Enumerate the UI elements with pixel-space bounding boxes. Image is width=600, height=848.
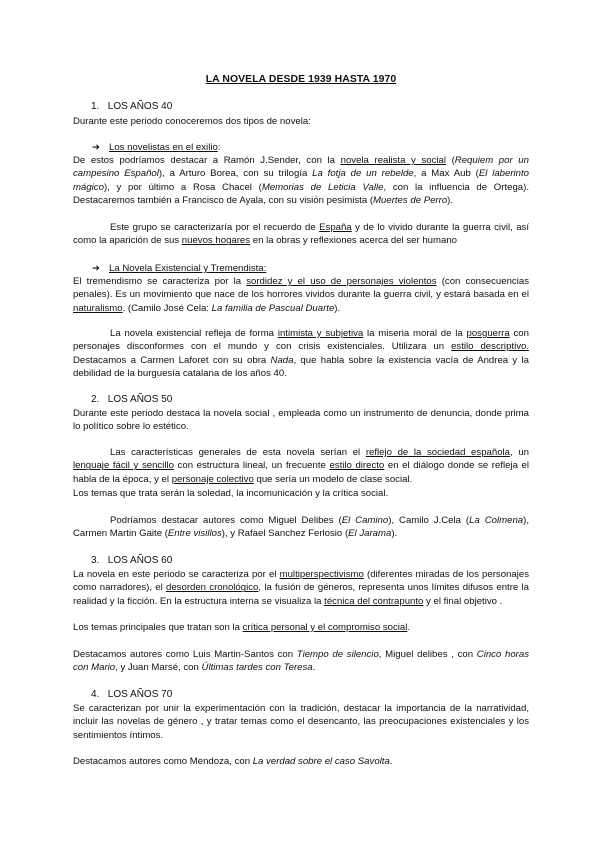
paragraph-tremendismo: El tremendismo se caracteriza por la sordidez y el uso de personajes violentos (con consecuencias penales). Es un movimiento que nace de los horrores vividos durante la guerra civil, y estará basada en el naturalismo. (Camilo José Cela: La familia de Pascual Duarte). bbox=[73, 276, 529, 314]
arrow-right-icon: ➔ bbox=[92, 263, 101, 274]
section-title: LOS AÑOS 60 bbox=[107, 555, 173, 566]
subheading-label: La Novela Existencial y Tremendista: bbox=[109, 263, 267, 274]
section-heading-70s bbox=[91, 688, 172, 701]
subheading-label: Los novelistas en el exilio bbox=[109, 142, 218, 153]
paragraph-70s: Se caracterizan por unir la experimentación con la tradición, destacar la importancia de la narratividad, incluir las novelas de género , y tratar temas como el desencanto, las preocupaciones existenciales y los sentimientos íntimos. bbox=[73, 703, 529, 741]
section-title: LOS AÑOS 40 bbox=[107, 101, 173, 112]
subheading-existencial bbox=[92, 262, 266, 275]
paragraph-50s-autores: Podríamos destacar autores como Miguel Delibes (El Camino), Camilo J.Cela (La Colmena), Carmen Martin Gaite (Entre visillos), y Rafael Sanchez Ferlosio (El Jarama). bbox=[73, 515, 529, 540]
section-number: 2. bbox=[91, 394, 100, 405]
paragraph-50s-intro: Durante este periodo destaca la novela social , empleada como un instrumento de denuncia, donde prima lo político sobre lo estético. bbox=[73, 408, 529, 433]
section-title: LOS AÑOS 50 bbox=[107, 394, 173, 405]
paragraph-50s-temas: Los temas que trata serán la soledad, la incomunicación y la crítica social. bbox=[73, 488, 389, 499]
paragraph-existencial: La novela existencial refleja de forma intimista y subjetiva la miseria moral de la posguerra con personajes disconformes con el mundo y con crisis existenciales. Utilizara un estilo descriptivo. Destacamos a Carmen Laforet con su obra Nada, que habla sobre la existencia vacía de Andrea y la debilidad de la burguesía catalana de los años 40. bbox=[73, 328, 529, 380]
section-heading-60s bbox=[91, 554, 172, 567]
section-heading-40s bbox=[91, 100, 172, 113]
section-number: 4. bbox=[91, 689, 100, 700]
paragraph-70s-autores: Destacamos autores como Mendoza, con La verdad sobre el caso Savolta. bbox=[73, 756, 393, 767]
paragraph-60s-temas: Los temas principales que tratan son la crítica personal y el compromiso social. bbox=[73, 622, 411, 633]
section-number: 1. bbox=[91, 101, 100, 112]
paragraph-40s-intro: Durante este periodo conoceremos dos tipos de novela: bbox=[73, 116, 311, 127]
paragraph-grupo: Este grupo se caracterizaría por el recuerdo de España y de lo vivido durante la guerra civil, así como la aparición de sus nuevos hogares en la obras y reflexiones acerca del ser humano bbox=[73, 222, 529, 247]
paragraph-60s: La novela en este periodo se caracteriza por el multiperspectivismo (diferentes miradas de los personajes como narradores), el desorden cronológico, la fusión de géneros, representa unos límites difusos entre la realidad y la ficción. En la estructura interna se visualiza la técnica del contrapunto y el final objetivo . bbox=[73, 569, 529, 607]
subheading-exilio: ➔ Los novelistas en el exilio: bbox=[92, 142, 221, 153]
section-number: 3. bbox=[91, 555, 100, 566]
arrow-right-icon: ➔ bbox=[92, 142, 101, 153]
section-title: LOS AÑOS 70 bbox=[107, 689, 173, 700]
document-title: LA NOVELA DESDE 1939 HASTA 1970 bbox=[205, 74, 397, 85]
section-heading-50s bbox=[91, 393, 172, 406]
paragraph-60s-autores: Destacamos autores como Luis Martin-Santos con Tiempo de silencio, Miguel delibes , con Cinco horas con Mario, y Juan Marsé, con Últimas tardes con Teresa. bbox=[73, 649, 529, 674]
paragraph-50s-caracteristicas: Las características generales de esta novela serían el reflejo de la sociedad española, un lenguaje fácil y sencillo con estructura lineal, un frecuente estilo directo en el diálogo donde se refleja el habla de la época, y el personaje colectivo que sería un modelo de clase social. bbox=[73, 447, 529, 485]
paragraph-exilio: De estos podríamos destacar a Ramón J.Sender, con la novela realista y social (Requiem por un campesino Español), a Arturo Borea, con su trilogía La fotja de un rebelde, a Max Aub (El laberinto mágico), y por último a Rosa Chacel (Memorias de Leticia Valle, con la influencia de Ortega). Destacaremos también a Francisco de Ayala, con su visión pesimista (Muertes de Perro). bbox=[73, 155, 530, 207]
